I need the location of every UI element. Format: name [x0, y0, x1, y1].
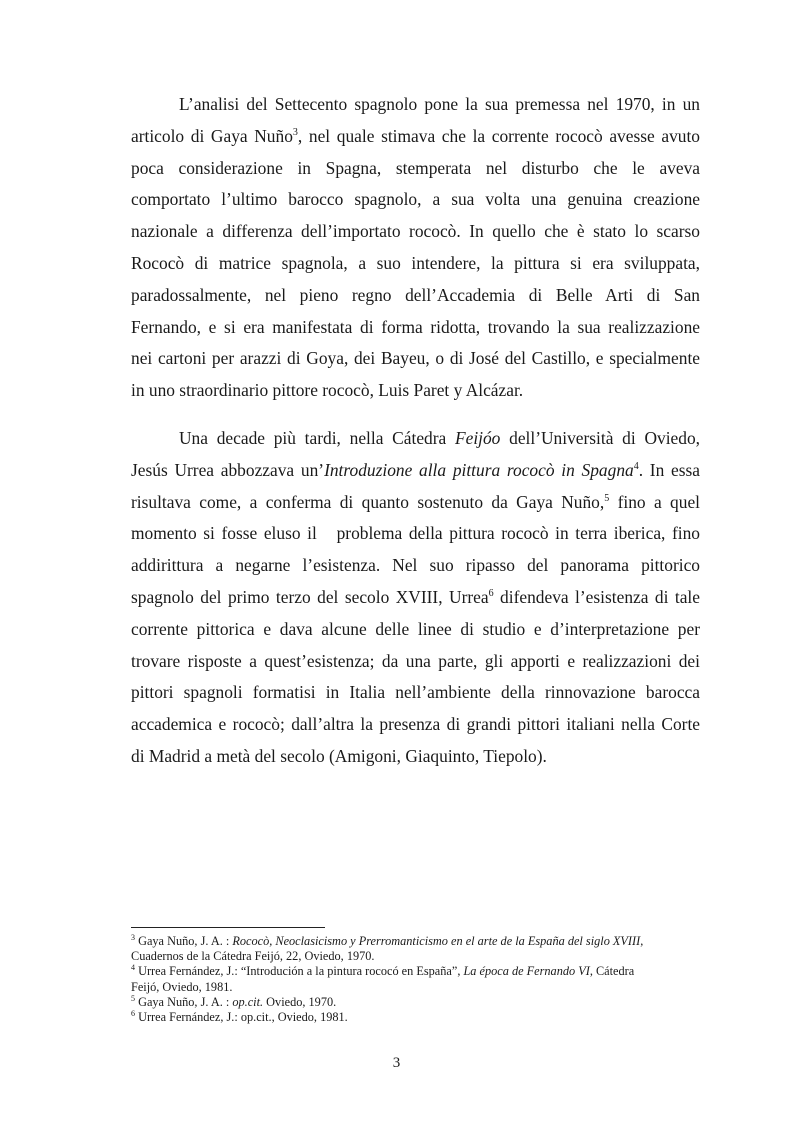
- text-run: comportato l’ultimo barocco spagnolo, a sua volta una genuina creazione: [131, 189, 700, 210]
- text-run: , Cátedra: [589, 964, 635, 979]
- text-run: L’analisi del Settecento spagnolo pone la sua premessa nel 1970, in un: [179, 94, 700, 114]
- text-run: Oviedo, 1970.: [263, 994, 337, 1009]
- text-line: [131, 375, 700, 407]
- footnote-3-continued: [131, 949, 703, 964]
- text-run: fino a quel: [609, 491, 700, 512]
- footnote-4-continued: [131, 980, 703, 995]
- text-run: addirittura a negarne l’esistenza. Nel suo ripasso del panorama pittorico: [131, 555, 700, 576]
- text-line: [131, 184, 700, 216]
- footnote-3: [131, 934, 703, 949]
- text-line: [131, 248, 700, 280]
- italic-text: La época de Fernando VI: [463, 964, 590, 979]
- text-line: [131, 646, 700, 678]
- text-run: ,: [640, 934, 644, 948]
- text-run: di Madrid a metà del secolo (Amigoni, Giaquinto, Tiepolo).: [131, 745, 547, 766]
- text-line: [131, 312, 700, 344]
- text-run: Gaya Nuño, J. A. :: [135, 994, 233, 1009]
- page-number: 3: [392, 1055, 401, 1071]
- text-run: articolo di Gaya Nuño: [131, 125, 293, 146]
- footnote-number: 6: [131, 1009, 135, 1019]
- text-line: [131, 614, 700, 646]
- text-run: nazionale a differenza dell’importato rococò. In quello che è stato lo scarso: [131, 221, 700, 242]
- text-line: [131, 550, 700, 582]
- text-run: spagnolo del primo terzo del secolo XVIII, Urrea: [131, 586, 489, 607]
- footnote-ref-3[interactable]: 3: [292, 126, 298, 138]
- text-line: [131, 89, 700, 121]
- text-line: [131, 216, 700, 248]
- text-run: . In essa: [638, 459, 700, 480]
- text-run: pittori spagnoli formatisi in Italia nell’ambiente della rinnovazione barocca: [131, 682, 700, 703]
- paragraph-2: [131, 423, 700, 773]
- text-run: Urrea Fernández, J.: op.cit., Oviedo, 1981.: [135, 1010, 348, 1025]
- text-line: [131, 455, 700, 487]
- text-line: [131, 741, 700, 773]
- italic-text: Rococò, Neoclasicismo y Prerromanticismo en el arte de la España del siglo XVIII: [232, 934, 641, 948]
- paragraph-1: [131, 89, 700, 407]
- text-run: accademica e rococò; dall’altra la presenza di grandi pittori italiani nella Corte: [131, 714, 700, 735]
- text-line: [131, 121, 700, 153]
- text-run: Fernando, e si era manifestata di forma ridotta, trovando la sua realizzazione: [131, 316, 700, 337]
- text-run: poca considerazione in Spagna, stemperata nel disturbo che le aveva: [131, 157, 700, 178]
- italic-text: Feijóo: [454, 428, 501, 448]
- text-line: [131, 423, 700, 455]
- text-run: Una decade più tardi, nella Cátedra: [179, 428, 455, 448]
- footnote-number: 5: [131, 993, 135, 1003]
- italic-text: Introduzione alla pittura rococò in Spagna: [324, 459, 634, 480]
- text-line: [131, 518, 700, 550]
- text-run: nei cartoni per arazzi di Goya, dei Bayeu, o di José del Castillo, e specialmente: [131, 348, 700, 369]
- footnotes: [131, 934, 703, 1025]
- footnote-number: 3: [131, 933, 135, 942]
- footnote-number: 4: [131, 963, 135, 973]
- text-run: momento si fosse eluso il problema della pittura rococò in terra iberica, fino: [131, 523, 700, 544]
- text-run: in uno straordinario pittore rococò, Luis Paret y Alcázar.: [131, 380, 524, 401]
- footnote-5: [131, 995, 703, 1010]
- text-line: [131, 487, 700, 519]
- text-run: Feijó, Oviedo, 1981.: [131, 979, 233, 994]
- text-run: Gaya Nuño, J. A. :: [135, 934, 233, 948]
- text-run: Rococò di matrice spagnola, a suo intendere, la pittura si era sviluppata,: [131, 252, 700, 273]
- text-run: risultava come, a conferma di quanto sostenuto da Gaya Nuño,: [131, 491, 605, 512]
- text-line: [131, 280, 700, 312]
- footnote-ref-6[interactable]: 6: [488, 587, 494, 599]
- text-line: [131, 677, 700, 709]
- text-run: Cuadernos de la Cátedra Feijó, 22, Oviedo, 1970.: [131, 949, 375, 964]
- italic-text: op.cit.: [232, 994, 264, 1009]
- text-line: [131, 582, 700, 614]
- text-run: Jesús Urrea abbozzava un’: [131, 459, 325, 480]
- text-line: [131, 709, 700, 741]
- text-run: , nel quale stimava che la corrente rococò avesse avuto: [297, 125, 700, 146]
- text-run: dell’Università di Oviedo,: [500, 428, 700, 448]
- text-run: paradossalmente, nel pieno regno dell’Accademia di Belle Arti di San: [131, 284, 700, 305]
- footnote-6: [131, 1010, 703, 1025]
- text-line: [131, 153, 700, 185]
- text-run: Urrea Fernández, J.: “Introdución a la pintura rococó en España”,: [135, 964, 464, 979]
- footnote-separator: [131, 927, 325, 928]
- footnote-ref-4[interactable]: 4: [633, 460, 639, 472]
- footnote-4: [131, 964, 703, 979]
- text-run: corrente pittorica e dava alcune delle linee di studio e d’interpretazione per: [131, 618, 700, 639]
- text-run: trovare risposte a quest’esistenza; da una parte, gli apporti e realizzazioni dei: [131, 650, 700, 671]
- footnote-ref-5[interactable]: 5: [604, 492, 610, 504]
- text-line: [131, 343, 700, 375]
- text-run: difendeva l’esistenza di tale: [493, 586, 700, 607]
